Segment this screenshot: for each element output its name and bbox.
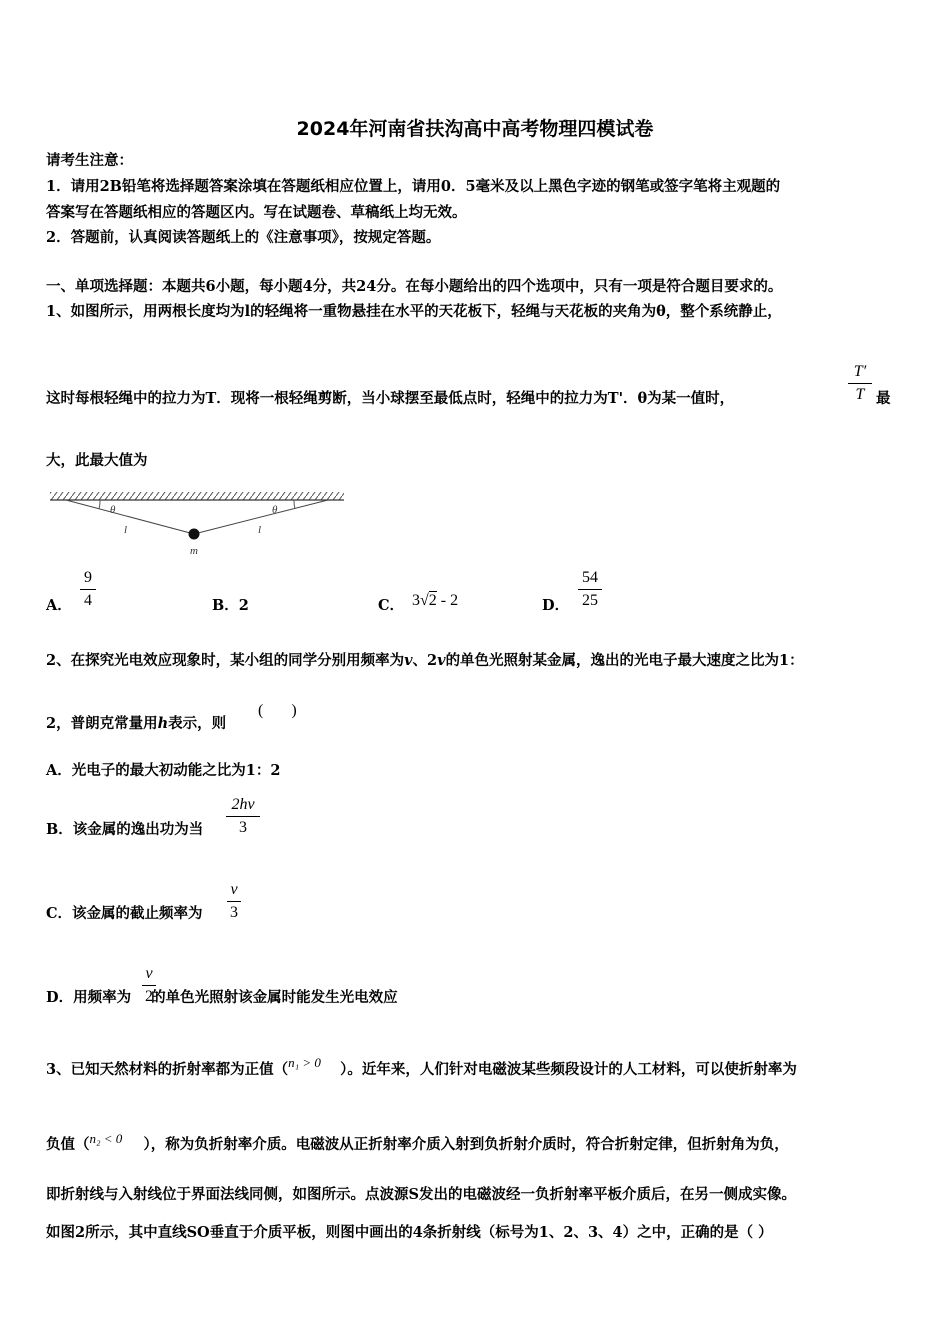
rope-left — [66, 500, 194, 534]
ceiling-hatch — [50, 492, 344, 500]
q1-option-d-label[interactable]: D． — [542, 597, 570, 614]
q2-l1-mid: 、2 — [412, 652, 438, 669]
q2-option-b-fraction — [226, 795, 260, 838]
length-left-label: l — [124, 524, 128, 536]
q2-option-a[interactable]: A．光电子的最大初动能之比为1：2 — [46, 762, 281, 779]
option-d-denominator: 25 — [582, 592, 598, 609]
ratio-denominator: T — [855, 386, 865, 403]
q3-line-1 — [46, 1055, 797, 1079]
page-title: 2024年河南省扶沟高中高考物理四模试卷 — [296, 118, 654, 140]
q2-l1-post: 的单色光照射某金属，逸出的光电子最大速度之比为1： — [445, 652, 804, 669]
option-a-numerator: 9 — [84, 569, 92, 586]
n1-condition: n₁ > 0 — [288, 1055, 321, 1070]
theta-right-label: θ — [272, 504, 278, 516]
symbol-h: h — [157, 715, 169, 732]
q1-option-c-label[interactable]: C． — [378, 597, 405, 614]
weight-ball — [189, 529, 200, 540]
q1-line-2: 这时每根轻绳中的拉力为T．现将一根轻绳剪断，当小球摆至最低点时，轻绳中的拉力为T'．θ为某一值时， — [46, 390, 735, 407]
q1-line-2-tail: 最 — [876, 390, 891, 407]
notice-line-2: 答案写在答题纸相应的答题区内。写在试题卷、草稿纸上均无效。 — [46, 204, 467, 221]
notice-heading: 请考生注意： — [46, 152, 133, 169]
q2-option-c[interactable]: C．该金属的截止频率为 — [46, 905, 203, 922]
q3-line-2 — [46, 1131, 789, 1154]
notice-line-3: 2．答题前，认真阅读答题纸上的《注意事项》，按规定答题。 — [46, 229, 441, 246]
q1-line-3: 大，此最大值为 — [46, 452, 148, 469]
c-numerator: v — [230, 881, 238, 898]
pendulum-figure — [48, 488, 346, 558]
q2-option-d[interactable] — [46, 989, 398, 1007]
q1-option-a-fraction — [80, 568, 96, 611]
option-d-numerator: 54 — [582, 569, 598, 586]
q3-line-4: 如图2所示，其中直线SO垂直于介质平板，则图中画出的4条折射线（标号为1、2、3、4）之中，正确的是（ ） — [46, 1224, 773, 1241]
ratio-numerator: T′ — [853, 363, 867, 380]
q2-d-post: 的单色光照射该金属时能发生光电效应 — [151, 989, 398, 1006]
c-coefficient: 3 — [412, 592, 420, 609]
q3-l2-pre: 负值（ — [46, 1136, 90, 1153]
angle-arc-right — [294, 500, 295, 509]
q2-answer-paren: ( ) — [258, 702, 297, 719]
q1-line-1: 1、如图所示，用两根长度均为l的轻绳将一重物悬挂在水平的天花板下，轻绳与天花板的夹角为θ，整个系统静止， — [46, 303, 782, 320]
q2-l1-pre: 2、在探究光电效应现象时，某小组的同学分别用频率为 — [46, 652, 405, 669]
q1-ratio-fraction — [848, 362, 872, 405]
c-tail: - 2 — [436, 592, 459, 609]
q3-line-3: 即折射线与入射线位于界面法线同侧，如图所示。点波源S发出的电磁波经一负折射率平板介质后，在另一侧成实像。 — [46, 1186, 796, 1203]
q1-option-a-label[interactable]: A． — [46, 597, 72, 614]
d-numerator: v — [145, 965, 153, 982]
q3-l2-post: ），称为负折射率介质。电磁波从正折射率介质入射到负折射介质时，符合折射定律，但折射角为负， — [143, 1136, 789, 1153]
q2-line-1 — [46, 652, 804, 670]
q2-l2-pre: 2，普朗克常量用 — [46, 715, 158, 732]
q2-option-d-fraction — [142, 964, 156, 1007]
q1-option-b[interactable]: B．2 — [212, 597, 249, 614]
symbol-v2: v — [437, 652, 446, 669]
d-denominator: 2 — [145, 988, 153, 1005]
c-radicand: 2 — [428, 592, 437, 609]
n2-condition: n₂ < 0 — [89, 1131, 123, 1146]
c-denominator: 3 — [230, 904, 238, 921]
q2-d-pre: D．用频率为 — [46, 989, 132, 1006]
mass-label: m — [190, 545, 198, 557]
q1-option-c-expression — [412, 592, 458, 610]
q2-line-2 — [46, 715, 226, 733]
theta-left-label: θ — [110, 504, 116, 516]
q2-l2-post: 表示，则 — [168, 715, 227, 732]
q2-option-c-fraction — [227, 880, 241, 923]
b-numerator: 2hν — [231, 796, 255, 813]
sqrt-symbol: √ — [420, 592, 429, 609]
length-right-label: l — [258, 524, 262, 536]
b-denominator: 3 — [239, 819, 247, 836]
q3-l1-post: ）。近年来，人们针对电磁波某些频段设计的人工材料，可以使折射率为 — [340, 1061, 797, 1078]
q3-l1-pre: 3、已知天然材料的折射率都为正值（ — [46, 1061, 289, 1078]
section-heading: 一、单项选择题：本题共6小题，每小题4分，共24分。在每小题给出的四个选项中，只有一项是符合题目要求的。 — [46, 278, 783, 295]
q1-option-d-fraction — [578, 568, 602, 611]
symbol-v: v — [404, 652, 413, 669]
q2-option-b[interactable]: B．该金属的逸出功为当 — [46, 821, 204, 838]
option-a-denominator: 4 — [84, 592, 92, 609]
notice-line-1: 1．请用2B铅笔将选择题答案涂填在答题纸相应位置上，请用0．5毫米及以上黑色字迹的钢笔或签字笔将主观题的 — [46, 178, 781, 195]
angle-arc-left — [99, 500, 100, 509]
